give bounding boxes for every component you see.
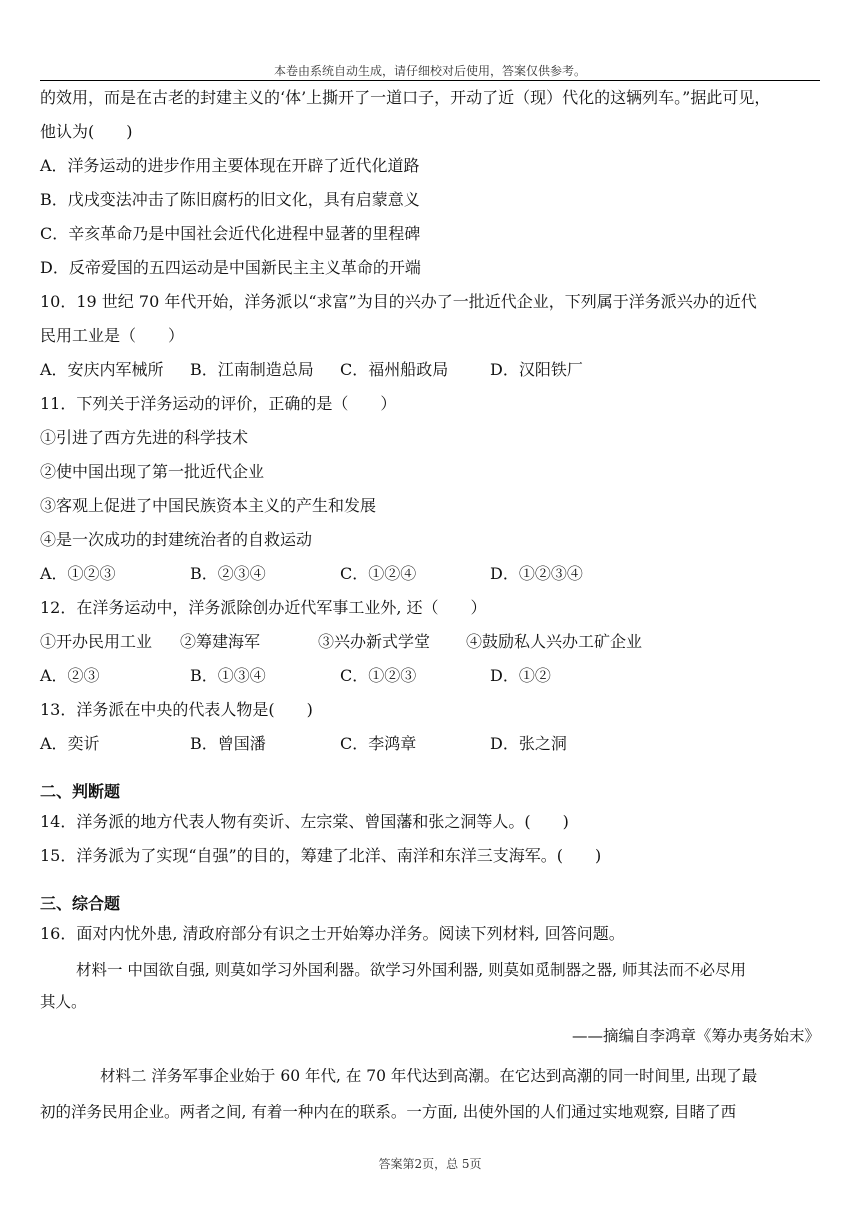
q9-option-b: B．戊戌变法冲击了陈旧腐朽的旧文化，具有启蒙意义 [40, 190, 420, 209]
q11-stem: 11．下列关于洋务运动的评价，正确的是（ ） [40, 394, 397, 413]
q12-items [40, 632, 820, 652]
q12-item-1: ①开办民用工业 [40, 632, 153, 651]
q10-stem-line1: 10．19 世纪 70 年代开始，洋务派以“求富”为目的兴办了一批近代企业，下列属于洋务派兴办的近代 [40, 292, 757, 311]
section-2-title: 二、判断题 [40, 782, 121, 801]
q9-stem-line2: 他认为( ) [40, 122, 133, 141]
material-2-line2: 初的洋务民用企业。两者之间, 有着一种内在的联系。一方面, 出使外国的人们通过实地观察, 目睹了西 [40, 1103, 737, 1121]
q9-stem-line1: 的效用，而是在古老的封建主义的‘体’上撕开了一道口子，开动了近（现）代化的这辆列车。”据此可见， [40, 88, 771, 107]
q12-option-c: C．①②③ [340, 666, 417, 685]
header-divider [40, 80, 820, 81]
q12-option-b: B．①③④ [190, 666, 266, 685]
q10-option-b: B．江南制造总局 [190, 360, 314, 379]
q13-option-b: B．曾国潘 [190, 734, 266, 753]
q11-item-3: ③客观上促进了中国民族资本主义的产生和发展 [40, 496, 377, 515]
q10-option-c: C．福州船政局 [340, 360, 449, 379]
q12-item-3: ③兴办新式学堂 [318, 632, 431, 651]
q10-option-d: D．汉阳铁厂 [490, 360, 583, 379]
section-3-title: 三、综合题 [40, 894, 121, 913]
q15-statement: 15．洋务派为了实现“自强”的目的，筹建了北洋、南洋和东洋三支海军。( ) [40, 846, 602, 865]
q11-item-1: ①引进了西方先进的科学技术 [40, 428, 249, 447]
material-1-line2: 其人。 [40, 993, 87, 1011]
q12-options [40, 666, 820, 686]
q10-options [40, 360, 820, 380]
material-1-source: ——摘编自李鸿章《筹办夷务始末》 [571, 1027, 820, 1045]
q12-option-a: A．②③ [40, 666, 100, 685]
q9-option-c: C．辛亥革命乃是中国社会近代化进程中显著的里程碑 [40, 224, 421, 243]
material-2-line1: 材料二 洋务军事企业始于 60 年代, 在 70 年代达到高潮。在它达到高潮的同一时间里, 出现了最 [100, 1067, 758, 1085]
q9-option-a: A．洋务运动的进步作用主要体现在开辟了近代化道路 [40, 156, 420, 175]
q13-option-c: C．李鸿章 [340, 734, 417, 753]
q12-item-4: ④鼓励私人兴办工矿企业 [466, 632, 643, 651]
q11-option-c: C．①②④ [340, 564, 417, 583]
q13-option-d: D．张之洞 [490, 734, 567, 753]
q11-options [40, 564, 820, 584]
q12-stem: 12．在洋务运动中，洋务派除创办近代军事工业外, 还（ ） [40, 598, 487, 617]
q12-option-d: D．①② [490, 666, 551, 685]
q11-item-2: ②使中国出现了第一批近代企业 [40, 462, 265, 481]
q9-option-d: D．反帝爱国的五四运动是中国新民主主义革命的开端 [40, 258, 421, 277]
q11-item-4: ④是一次成功的封建统治者的自救运动 [40, 530, 313, 549]
q10-stem-line2: 民用工业是（ ） [40, 326, 185, 345]
q13-options [40, 734, 820, 754]
q11-option-b: B．②③④ [190, 564, 266, 583]
q10-option-a: A．安庆内军械所 [40, 360, 164, 379]
q13-stem: 13．洋务派在中央的代表人物是( ) [40, 700, 313, 719]
q14-statement: 14．洋务派的地方代表人物有奕䜣、左宗棠、曾国藩和张之洞等人。( ) [40, 812, 569, 831]
page-footer: 答案第2页，总 5页 [378, 1157, 482, 1171]
q11-option-a: A．①②③ [40, 564, 116, 583]
page-header-note: 本卷由系统自动生成，请仔细校对后使用，答案仅供参考。 [273, 64, 586, 78]
q11-option-d: D．①②③④ [490, 564, 583, 583]
q13-option-a: A．奕䜣 [40, 734, 100, 753]
material-1-line1: 材料一 中国欲自强, 则莫如学习外国利器。欲学习外国利器, 则莫如觅制器之器, 师其法而不必尽用 [76, 961, 746, 979]
q12-item-2: ②筹建海军 [180, 632, 261, 651]
q16-stem: 16．面对内忧外患, 清政府部分有识之士开始筹办洋务。阅读下列材料, 回答问题。 [40, 924, 625, 943]
